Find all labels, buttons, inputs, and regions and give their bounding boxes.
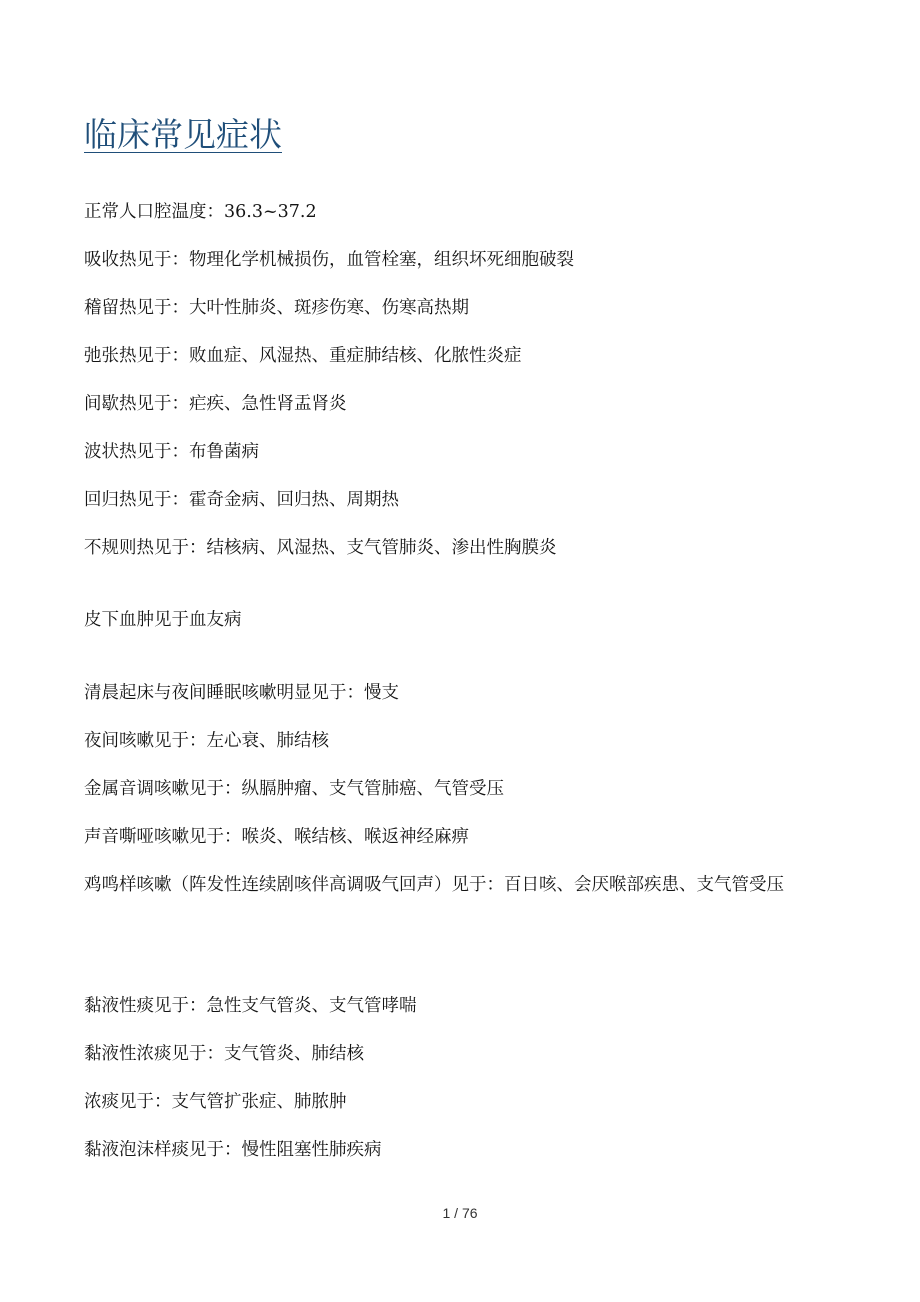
text-line: 清晨起床与夜间睡眠咳嗽明显见于：慢支 (84, 683, 399, 703)
text-line: 波状热见于：布鲁菌病 (84, 442, 259, 462)
text-line: 鸡鸣样咳嗽（阵发性连续剧咳伴高调吸气回声）见于：百日咳、会厌喉部疾患、支气管受压 (84, 875, 784, 895)
text-line: 黏液泡沫样痰见于：慢性阻塞性肺疾病 (84, 1140, 382, 1160)
page-number: 1 / 76 (442, 1205, 478, 1221)
text-line: 金属音调咳嗽见于：纵膈肿瘤、支气管肺癌、气管受压 (84, 779, 504, 799)
text-line: 弛张热见于：败血症、风湿热、重症肺结核、化脓性炎症 (84, 346, 522, 366)
text-line: 吸收热见于：物理化学机械损伤，血管栓塞，组织坏死细胞破裂 (84, 250, 574, 270)
text-line: 稽留热见于：大叶性肺炎、斑疹伤寒、伤寒高热期 (84, 298, 469, 318)
text-line: 正常人口腔温度：36.3~37.2 (84, 202, 317, 222)
text-line: 间歇热见于：疟疾、急性肾盂肾炎 (84, 394, 347, 414)
text-line: 黏液性浓痰见于：支气管炎、肺结核 (84, 1044, 364, 1064)
document-title: 临床常见症状 (84, 115, 282, 154)
text-line: 不规则热见于：结核病、风湿热、支气管肺炎、渗出性胸膜炎 (84, 538, 557, 558)
text-line: 黏液性痰见于：急性支气管炎、支气管哮喘 (84, 996, 417, 1016)
text-line: 夜间咳嗽见于：左心衰、肺结核 (84, 731, 329, 751)
text-line: 皮下血肿见于血友病 (84, 610, 242, 630)
text-line: 声音嘶哑咳嗽见于：喉炎、喉结核、喉返神经麻痹 (84, 827, 469, 847)
text-line: 浓痰见于：支气管扩张症、肺脓肿 (84, 1092, 347, 1112)
text-line: 回归热见于：霍奇金病、回归热、周期热 (84, 490, 399, 510)
